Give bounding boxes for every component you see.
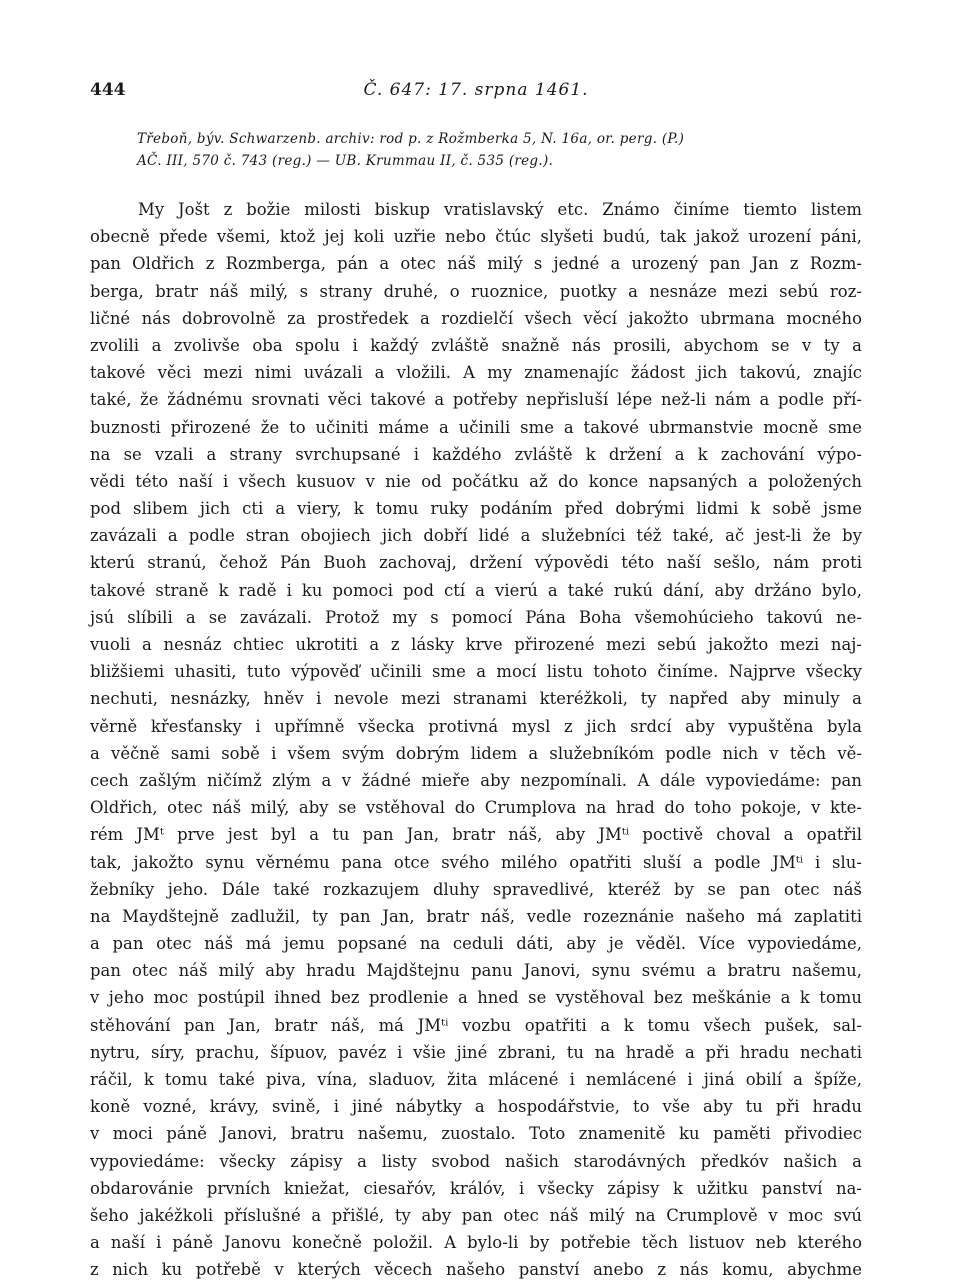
text-line: zvolili a zvolivše oba spolu i každý zvláště snažně nás prosili, abychom se v ty a — [90, 335, 862, 355]
text-line: takové věci mezi nimi uvázali a vložili. A my znamenajíc žádost jich takovú, znajíc — [90, 363, 862, 383]
text-line: a naší i páně Janovu konečně položil. A bylo-li by potřebie těch listuov neb kterého — [90, 1233, 862, 1253]
text-line: jsú slíbili a se zavázali. Protož my s pomocí Pána Boha všemohúcieho takovú ne- — [90, 607, 862, 627]
text-line: Oldřich, otec náš milý, aby se vstěhoval do Crumplova na hrad do toho pokoje, v kte- — [90, 798, 862, 818]
text-line: stěhování pan Jan, bratr náš, má JMᵗⁱ vozbu opatřiti a k tomu všech pušek, sal- — [90, 1015, 862, 1035]
text-line: také, že žádnému srovnati věci takové a potřeby nepřisluší lépe než-li nám a podle pří- — [90, 390, 862, 410]
text-line: vědi této naší i všech kusuov v nie od počátku až do konce napsaných a položených — [90, 471, 862, 491]
text-line: na se vzali a strany svrchupsané i každého zvláště k držení a k zachování výpo- — [90, 444, 862, 464]
text-line: takové straně k radě i ku pomoci pod ctí a vierú a také rukú dání, aby držáno bylo, — [90, 580, 862, 600]
text-line: pan Oldřich z Rozmberga, pán a otec náš milý s jedné a urozený pan Jan z Rozm- — [90, 254, 862, 274]
text-line: vuoli a nesnáz chtiec ukrotiti a z lásky krve přirozené mezi sebú jakožto mezi naj- — [90, 635, 862, 654]
source-line: AČ. III, 570 č. 743 (reg.) — UB. Krummau II, č. 535 (reg.). — [137, 153, 554, 169]
text-line: kterú stranú, čehož Pán Buoh zachovaj, držení výpovědi této naší sešlo, nám proti — [90, 553, 862, 573]
text-line: na Maydštejně zadlužil, ty pan Jan, bratr náš, vedle rozeznánie našeho má zaplatiti — [90, 906, 862, 926]
text-line: a věčně sami sobě i všem svým dobrým lidem a služebníkóm podle nich v těch vě- — [90, 743, 862, 763]
text-line: žebníky jeho. Dále také rozkazujem dluhy spravedlivé, kteréž by se pan otec náš — [90, 879, 862, 899]
text-line: obdarovánie prvních kniežat, ciesařóv, králóv, i všecky zápisy k užitku panství na- — [90, 1178, 862, 1198]
body-text — [90, 196, 862, 1284]
source-references — [137, 128, 857, 172]
running-title: Č. 647: 17. srpna 1461. — [363, 80, 589, 100]
text-line: obecně přede všemi, ktož jej koli uzřie nebo čtúc slyšeti budú, tak jakož urození páni, — [90, 227, 862, 247]
text-line: koně vozné, krávy, svině, i jiné nábytky a hospodářstvie, to vše aby tu při hradu — [90, 1097, 862, 1117]
text-line: bližšiemi uhasiti, tuto výpověď učinili sme a mocí listu tohoto činíme. Najprve všecky — [90, 662, 862, 682]
text-line: v moci páně Janovi, bratru našemu, zuostalo. Toto znamenitě ku paměti přivodiec — [90, 1124, 862, 1144]
text-line: berga, bratr náš milý, s strany druhé, o ruoznice, puotky a nesnáze mezi sebú roz- — [90, 281, 862, 301]
text-line: rém JMᵗ prve jest byl a tu pan Jan, bratr náš, aby JMᵗⁱ poctivě choval a opatřil — [90, 825, 862, 845]
text-line: věrně křesťansky i upřímně všecka protivná mysl z jich srdcí aby vypuštěna byla — [90, 716, 862, 736]
text-line: cech zašlým ničímž zlým a v žádné mieře aby nezpomínali. A dále vypoviedáme: pan — [90, 770, 862, 790]
text-line: vypoviedáme: všecky zápisy a listy svobod našich starodávných předkóv našich a — [90, 1151, 862, 1171]
text-line: ráčil, k tomu také piva, vína, sladuov, žita mlácené i nemlácené i jiná obilí a špíže, — [90, 1070, 862, 1089]
text-line: a pan otec náš má jemu popsané na ceduli dáti, aby je věděl. Více vypoviedáme, — [90, 934, 862, 954]
text-line: v jeho moc postúpil ihned bez prodlenie a hned se vystěhoval bez meškánie a k tomu — [90, 988, 862, 1008]
text-line: buznosti přirozené že to učiniti máme a učinili sme a takové ubrmanstvie mocně sme — [90, 417, 862, 437]
text-line: pod slibem jich cti a viery, k tomu ruky podáním před dobrými lidmi k sobě jsme — [90, 499, 862, 519]
page-header — [90, 80, 862, 104]
text-line: nechuti, nesnázky, hněv i nevole mezi stranami kteréžkoli, ty napřed aby minuly a — [90, 689, 862, 709]
text-line: šeho jakéžkoli příslušné a přišlé, ty aby pan otec náš milý na Crumplově v moc svú — [90, 1205, 862, 1225]
text-line: ličné nás dobrovolně za prostředek a rozdielčí všech věcí jakožto ubrmana mocného — [90, 308, 862, 328]
text-line: zavázali a podle stran obojiech jich dobří lidé a služebníci též také, ač jest-li že by — [90, 526, 862, 546]
text-line: nytru, síry, prachu, šípuov, pavéz i všie jiné zbrani, tu na hradě a při hradu nechati — [90, 1042, 862, 1062]
text-line: My Jošt z božie milosti biskup vratislavský etc. Známo činíme tiemto listem — [138, 200, 862, 219]
source-line: Třeboň, býv. Schwarzenb. archiv: rod p. z Rožmberka 5, N. 16a, or. perg. (P.) — [137, 131, 685, 147]
text-line: pan otec náš milý aby hradu Majdštejnu panu Janovi, synu svému a bratru našemu, — [90, 961, 862, 981]
text-line: z nich ku potřebě v kterých věcech našeho panství anebo z nás komu, abychme — [90, 1260, 862, 1280]
text-line: tak, jakožto synu věrnému pana otce svého milého opatřiti sluší a podle JMᵗⁱ i slu- — [90, 852, 862, 872]
page-number: 444 — [90, 80, 126, 100]
